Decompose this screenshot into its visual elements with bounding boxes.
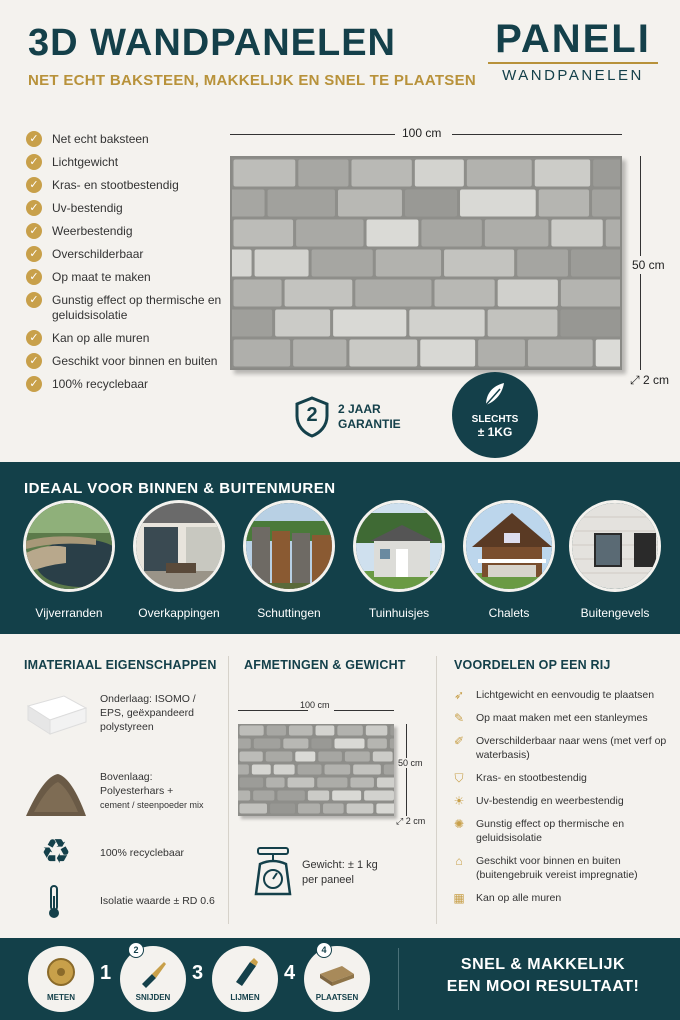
brick [485,220,549,247]
brick [535,160,590,187]
brick [587,370,622,371]
logo-main-text: PANELI [495,17,651,61]
wall-icon: ▦ [453,891,465,905]
weight-badge [452,372,538,458]
width-dimension-line-left [230,134,395,135]
brick [334,370,384,371]
feather-icon [452,380,538,410]
brick [240,804,268,814]
brick [334,739,364,749]
brick [323,804,344,814]
brick [364,791,394,801]
panel-width-label: 100 cm [402,126,442,140]
brick [465,370,512,371]
brick [350,778,373,788]
advantage-item: ➶ Lichtgewicht en eenvoudig te plaatsen [453,688,655,702]
brick [377,778,394,788]
brush-icon: ✐ [453,734,465,748]
brick [238,791,250,801]
width-dimension-line-right [452,134,622,135]
fence-image [243,500,335,592]
application-list [0,500,680,630]
feature-item: ✓ Op maat te maken [26,270,226,285]
panel-height-label: 50 cm [632,258,665,272]
brick [298,804,320,814]
check-icon: ✓ [26,376,42,392]
small-brick-panel-image [238,724,394,816]
footer-divider [398,948,399,1010]
step-snijden: 2 SNIJDEN [120,946,186,1012]
app-vijverranden: Vijverranden [14,500,124,620]
brick [528,340,593,367]
small-height-line [406,724,407,816]
cement-pile-image [24,766,88,820]
brick [289,726,313,736]
advantage-item: ✎ Op maat maken met een stanleymes [453,711,648,725]
knife-icon [138,958,168,993]
brick [388,370,462,371]
brick [234,280,282,307]
brick [234,160,296,187]
check-icon: ✓ [26,353,42,369]
thermo-icon: ✺ [453,817,465,831]
thermometer-icon [44,884,64,920]
small-width-line-left [238,710,308,711]
brick [288,778,315,788]
material-isolatie: Isolatie waarde ± RD 0.6 [100,895,215,907]
brick [373,752,393,762]
brick [405,190,457,217]
weight-badge-line1: SLECHTS [471,414,519,425]
brick [596,340,622,367]
logo-sub-text: WANDPANELEN [488,62,658,84]
brick [351,160,411,187]
app-schuttingen: Schuttingen [234,500,344,620]
brick [325,765,351,775]
brick [517,250,568,277]
check-icon: ✓ [26,330,42,346]
app-chalets: Chalets [454,500,564,620]
brick-texture [232,158,622,370]
feature-item: ✓ Net echt baksteen [26,132,226,147]
material-bovenlaag: Bovenlaag: Polyesterhars + cement / steenpoeder mix [100,771,204,810]
advantage-item: ☀ Uv-bestendig en weerbestendig [453,794,624,808]
brick [444,250,514,277]
brick [551,220,602,247]
brick [275,310,330,337]
brick [234,340,291,367]
brick [253,791,274,801]
weight-info: Gewicht: ± 1 kg per paneel [302,859,378,886]
step-lijmen: LIJMEN [212,946,278,1012]
advantage-item: ▦ Kan op alle muren [453,891,562,905]
slogan: SNEL & MAKKELIJK EEN MOOI RESULTAAT! [446,956,640,995]
brick [296,220,363,247]
check-icon: ✓ [26,269,42,285]
brick [312,250,373,277]
shield-icon [294,396,330,438]
feature-item: ✓ Uv-bestendig [26,201,226,216]
brick [232,190,265,217]
brick [515,370,584,371]
brick [274,765,295,775]
step-number-4: 4 [284,962,296,984]
brick [293,340,346,367]
brick [240,778,264,788]
panel-icon [318,962,356,993]
brick [240,726,264,736]
sun-icon: ☀ [453,794,465,808]
advantage-item: ✺ Gunstig effect op thermische en geluidsisolatie [453,817,625,844]
step-plaatsen: 4 PLAATSEN [304,946,370,1012]
brick [345,752,370,762]
step-badge: 4 [316,942,332,958]
brick [606,220,622,247]
brick [333,310,406,337]
brick [409,310,484,337]
brick [238,739,251,749]
feature-item: ✓ Gunstig effect op thermische en geluidsisolatie [26,293,226,323]
recycle-icon: ♻ [40,833,72,871]
material-onderlaag: Onderlaag: ISOMO / EPS, geëxpandeerd polystyreen [100,693,196,733]
garantie-label: 2 JAAR GARANTIE [338,402,401,431]
check-icon: ✓ [26,177,42,193]
brick [316,726,335,736]
dimensions-title: AFMETINGEN & GEWICHT [244,658,406,672]
advantages-title: VOORDELEN OP EEN RIJ [454,658,611,672]
feature-item: ✓ Kan op alle muren [26,331,226,346]
small-depth-label: ⤢ 2 cm [396,816,426,826]
pond-image [23,500,115,592]
brick [390,739,394,749]
brick [347,804,374,814]
brick [539,190,589,217]
brick [353,765,381,775]
page-title: 3D WANDPANELEN [28,22,396,64]
check-icon: ✓ [26,131,42,147]
small-width-label: 100 cm [300,700,330,710]
brick [266,778,284,788]
garantie-number: 2 [306,404,318,426]
brick [367,220,419,247]
garden-house-image [353,500,445,592]
brick [283,739,308,749]
brick [376,804,394,814]
brick [285,280,353,307]
brick [298,765,322,775]
feather-icon: ➶ [453,688,465,702]
feature-item: ✓ Weerbestendig [26,224,226,239]
brick [337,726,362,736]
step-number-3: 3 [192,962,204,984]
brick [255,250,309,277]
step-badge: 2 [128,942,144,958]
brick [232,310,272,337]
feature-item: ✓ Overschilderbaar [26,247,226,262]
brick [415,160,464,187]
brick [478,340,525,367]
step-meten: METEN [28,946,94,1012]
shield-icon: ⛉ [454,771,464,785]
small-width-line-right [334,710,394,711]
materials-title: IMATERIAAL EIGENSCHAPPEN [24,658,217,672]
brick [498,280,558,307]
feature-list [26,132,226,400]
check-icon: ✓ [26,223,42,239]
brick [234,220,294,247]
brick [376,250,441,277]
brick [311,739,331,749]
brick-panel-image [230,156,622,370]
feature-item: ✓ Geschikt voor binnen en buiten [26,354,226,369]
chalet-image [463,500,555,592]
ideal-section-title: IDEAAL VOOR BINNEN & BUITENMUREN [24,480,336,497]
brand-logo [488,18,658,84]
brick [338,190,402,217]
brick [560,310,622,337]
small-height-label: 50 cm [398,758,423,768]
brick [270,804,295,814]
eps-foam-image [24,692,88,738]
app-buitengevels: Buitengevels [560,500,670,620]
brick [592,190,622,217]
advantage-item: ⌂ Geschikt voor binnen en buiten (buitengebruik vereist impregnatie) [452,854,667,882]
check-icon: ✓ [26,292,42,308]
brick [232,370,263,371]
check-icon: ✓ [26,200,42,216]
brick [266,752,293,762]
brick [421,220,481,247]
feature-item: ✓ Kras- en stootbestendig [26,178,226,193]
app-tuinhuisjes: Tuinhuisjes [344,500,454,620]
brick [295,752,315,762]
advantage-item: ⛉ Kras- en stootbestendig [452,771,667,785]
brick [349,340,417,367]
brick [593,160,622,187]
brick [561,280,622,307]
canopy-image [133,500,225,592]
brick [366,726,387,736]
brick [368,739,387,749]
small-brick-texture [238,724,394,816]
brick [355,280,431,307]
check-icon: ✓ [26,154,42,170]
step-number-1: 1 [100,962,112,984]
glue-icon [230,956,260,993]
brick [240,752,263,762]
house-icon: ⌂ [455,854,463,868]
brick [267,726,286,736]
scale-icon [250,846,296,898]
brick [467,160,532,187]
section-divider [228,656,229,924]
feature-item: ✓ Lichtgewicht [26,155,226,170]
knife-icon: ✎ [453,711,465,725]
brick [571,250,622,277]
brick [308,791,329,801]
section-divider [436,656,437,924]
brick [390,726,394,736]
panel-depth-label: ⤢ 2 cm [630,373,669,387]
brick [252,765,271,775]
app-overkappingen: Overkappingen [124,500,234,620]
brick [384,765,394,775]
material-recycle: 100% recyclebaar [100,847,185,859]
brick [317,778,347,788]
brick [266,370,331,371]
brick [238,765,249,775]
tape-measure-icon [45,956,77,993]
advantages-list [452,688,667,914]
weight-badge-line2: ± 1KG [477,425,513,439]
brick [332,791,361,801]
brick [434,280,494,307]
facade-image [569,500,661,592]
brick [318,752,342,762]
brick [298,160,348,187]
feature-item: ✓ 100% recyclebaar [26,377,226,392]
brick [268,190,335,217]
brick [254,739,281,749]
brick [277,791,304,801]
advantage-item: ✐ Overschilderbaar naar wens (met verf op waterbasis) [453,734,667,761]
brick [460,190,536,217]
brick [232,250,252,277]
brick [420,340,475,367]
brick [488,310,558,337]
page-subtitle: NET ECHT BAKSTEEN, MAKKELIJK EN SNEL TE PLAATSEN [28,72,477,89]
check-icon: ✓ [26,246,42,262]
